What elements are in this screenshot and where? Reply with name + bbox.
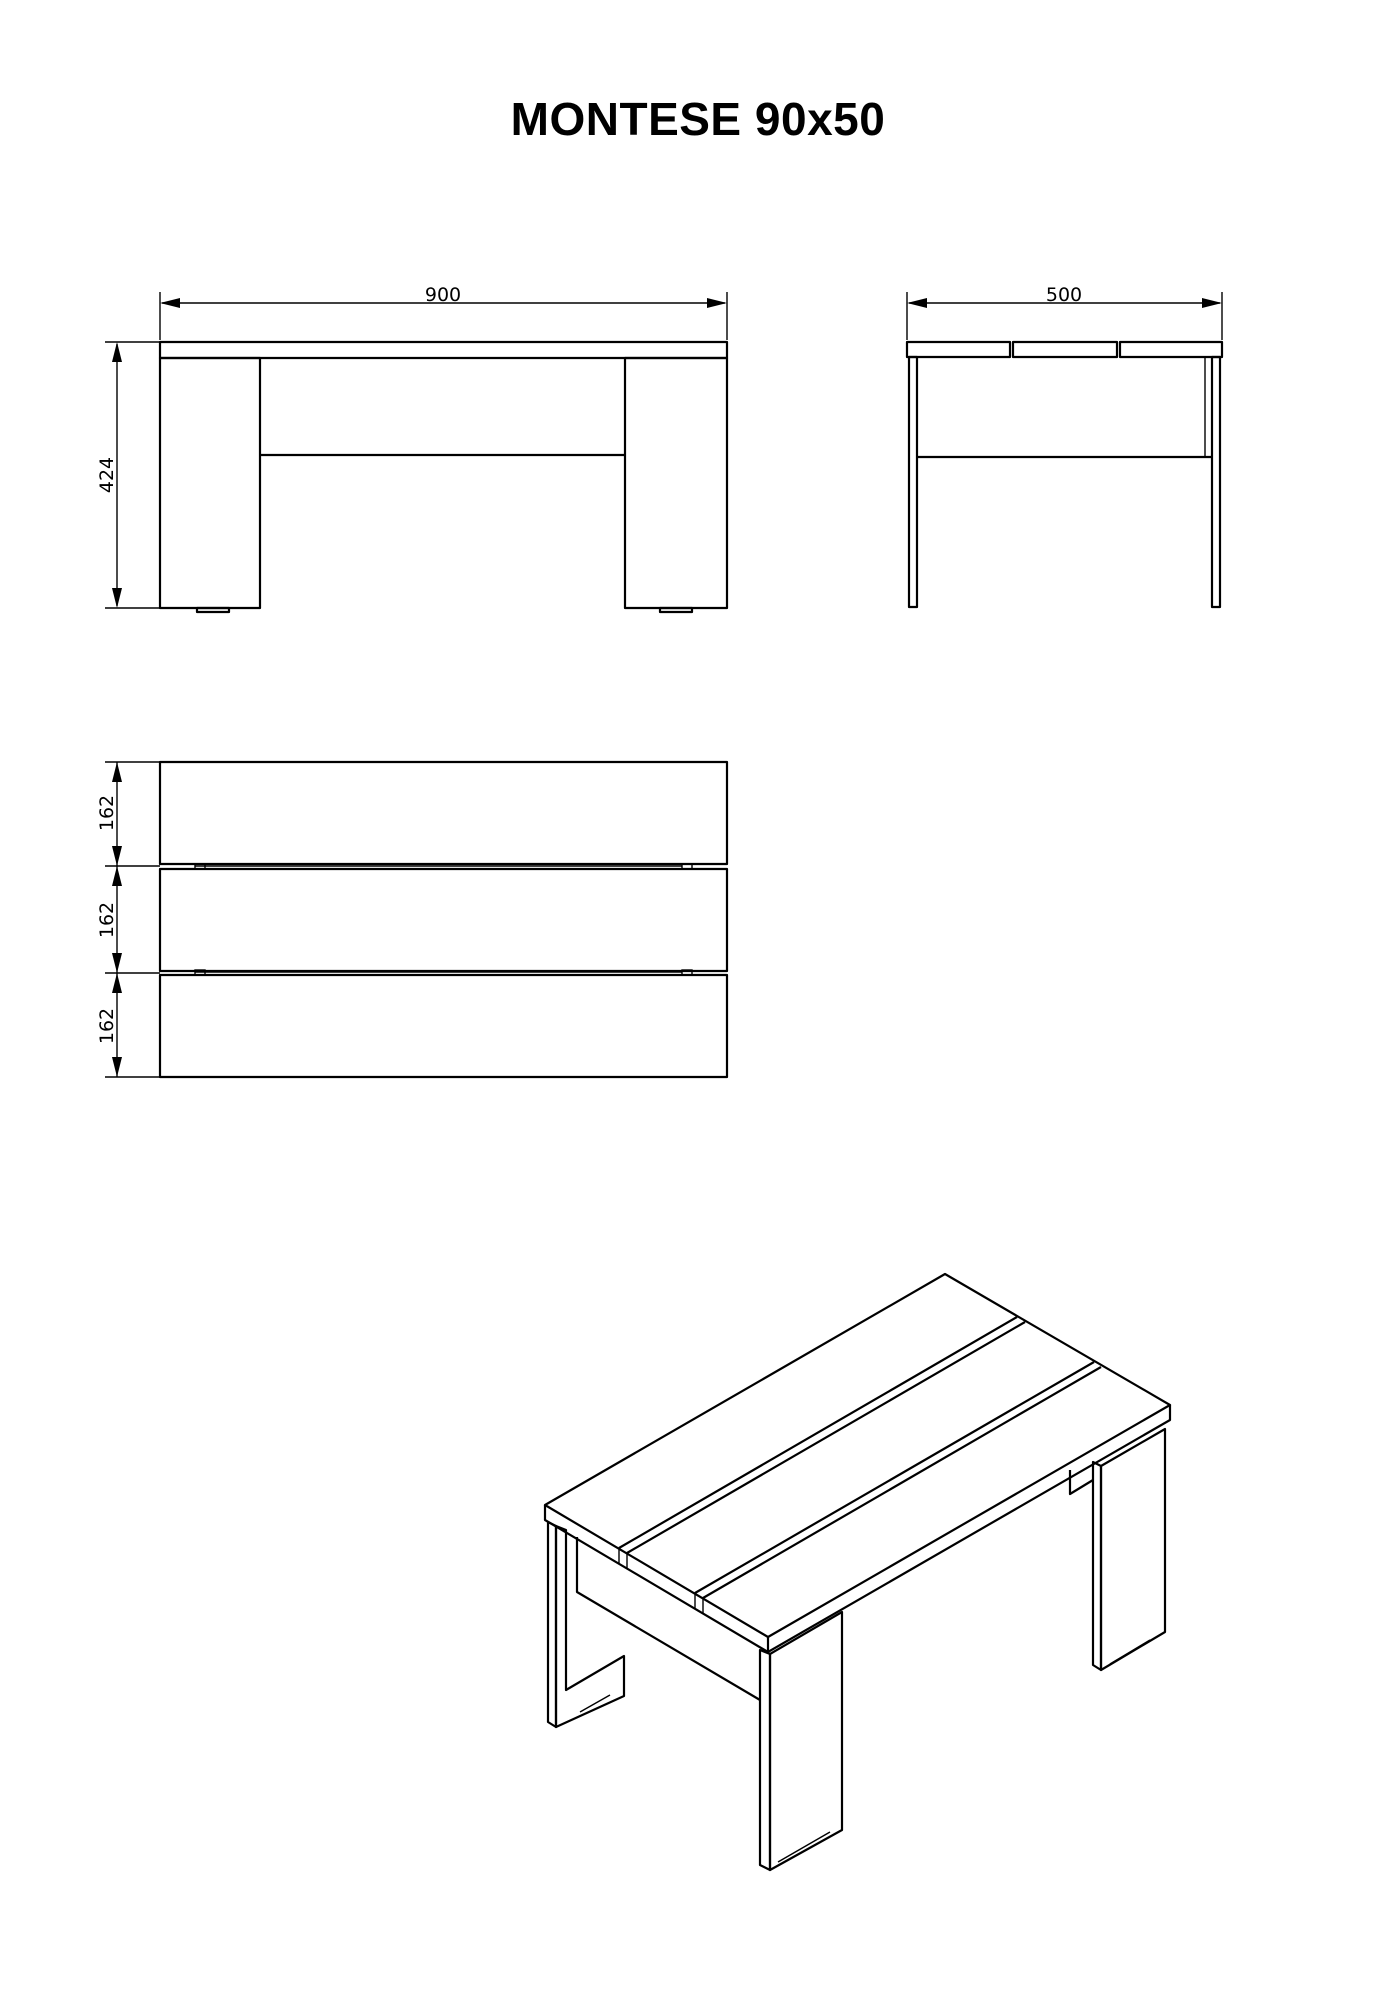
top-view-plank-2 <box>160 869 727 971</box>
width-dimension-label: 900 <box>424 284 462 306</box>
top-view-plank-1 <box>160 762 727 864</box>
width-dimension <box>160 284 727 340</box>
side-view-plank <box>907 342 1010 357</box>
top-view-plank-3 <box>160 975 727 1077</box>
plank-3-dimension-label: 162 <box>96 1007 118 1045</box>
height-dimension-label: 424 <box>96 456 118 494</box>
side-view-left-leg <box>909 357 917 607</box>
front-view-right-leg <box>625 358 727 608</box>
side-view-plank <box>1013 342 1117 357</box>
height-dimension <box>96 342 160 608</box>
drawing-title: MONTESE 90x50 <box>510 93 886 145</box>
side-view <box>907 284 1222 607</box>
depth-dimension <box>907 284 1222 340</box>
side-view-right-leg <box>1212 357 1220 607</box>
iso-tabletop-surface <box>545 1274 1170 1637</box>
plank-1-dimension-label: 162 <box>96 794 118 832</box>
iso-leg-front-right <box>760 1650 770 1870</box>
plank-2-dimension-label: 162 <box>96 901 118 939</box>
side-view-plank <box>1120 342 1222 357</box>
depth-dimension-label: 500 <box>1045 284 1083 306</box>
front-view-foot <box>197 608 229 612</box>
front-view-foot <box>660 608 692 612</box>
front-view-tabletop <box>160 342 727 358</box>
front-view-left-leg <box>160 358 260 608</box>
iso-leg-front-left <box>548 1522 556 1727</box>
front-view <box>96 284 727 612</box>
top-view <box>96 762 727 1077</box>
isometric-view <box>545 1274 1170 1870</box>
iso-leg-back-right <box>1093 1462 1101 1670</box>
